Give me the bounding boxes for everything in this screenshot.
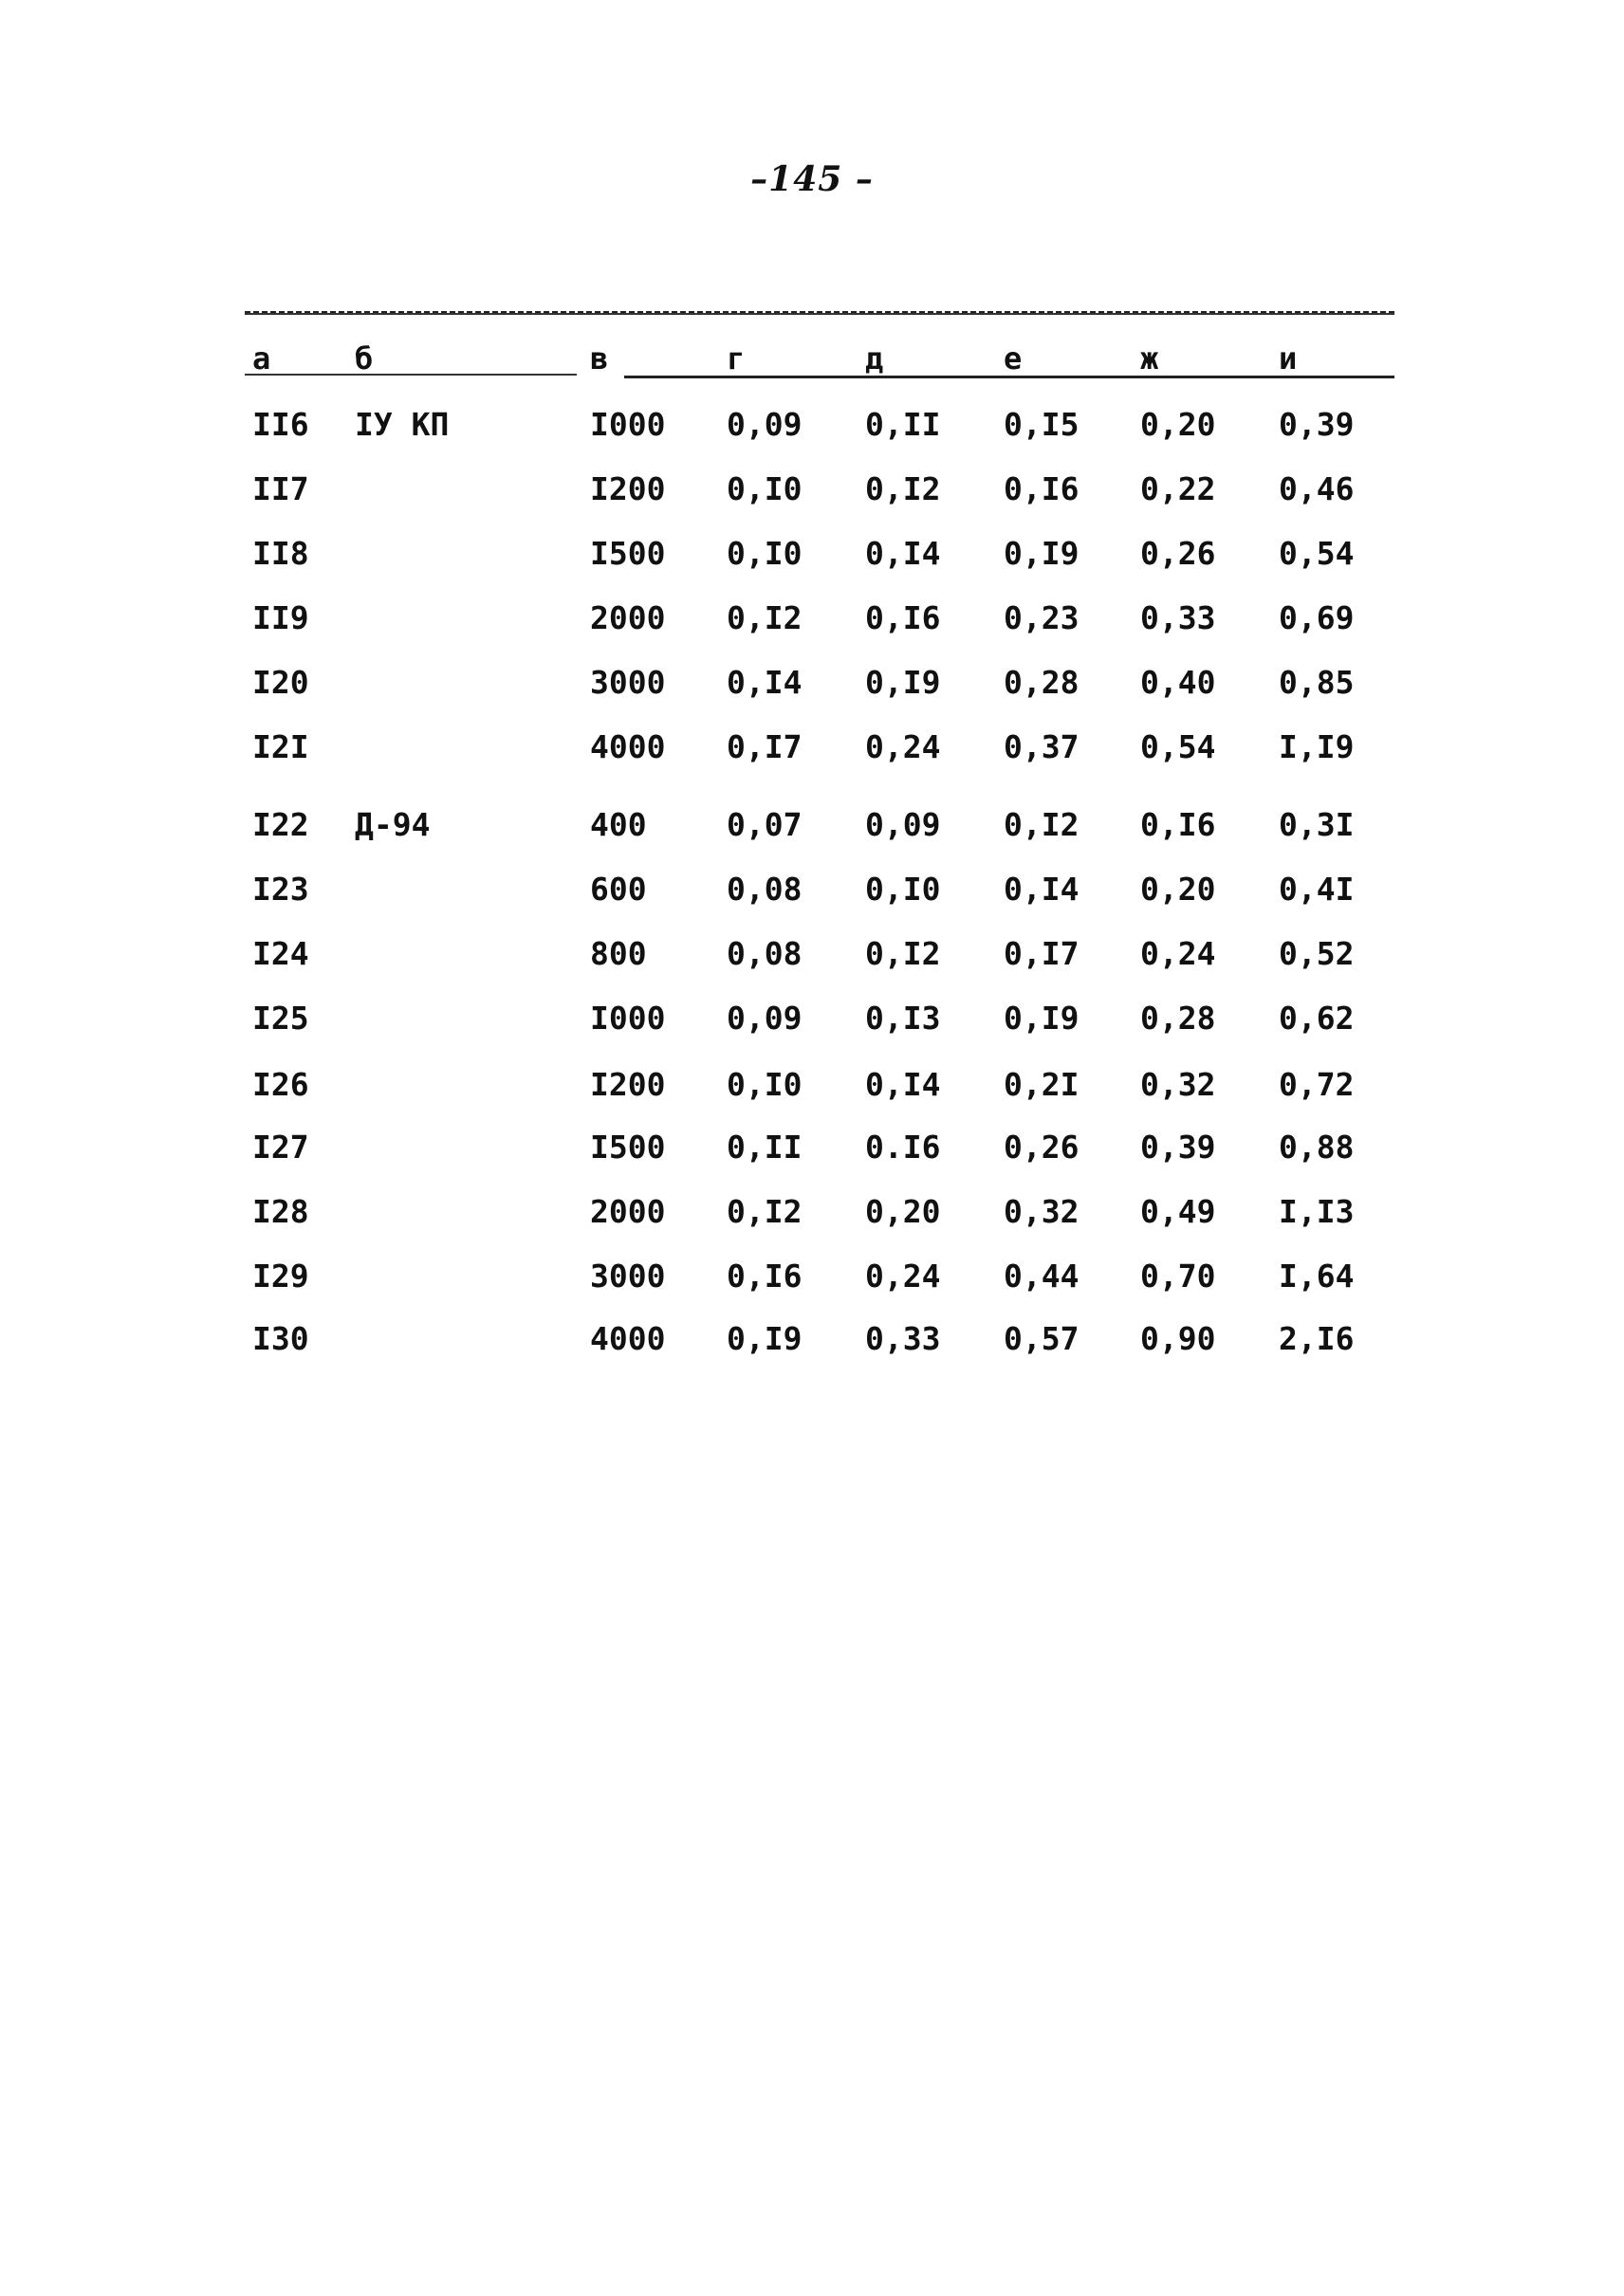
cell-i: 2,I6 [1279,1320,1355,1357]
cell-d: 0,24 [865,728,941,765]
cell-g: 0,07 [727,806,803,843]
cell-a: I27 [252,1129,309,1166]
header-cell-b: б [355,340,374,377]
cell-d: 0,20 [865,1193,941,1230]
cell-a: II8 [252,535,309,572]
table-row [245,396,1394,453]
cell-e: 0,26 [1004,1129,1080,1166]
table-top-rule [245,313,1394,315]
cell-v: I200 [590,470,666,507]
cell-e: 0,28 [1004,664,1080,701]
table-row [245,926,1394,983]
cell-v: 2000 [590,1193,666,1230]
cell-g: 0,I2 [727,1193,803,1230]
cell-e: 0,I5 [1004,406,1080,443]
cell-a: I2I [252,728,309,765]
cell-i: 0,39 [1279,406,1355,443]
cell-zh: 0,I6 [1140,806,1216,843]
cell-e: 0,32 [1004,1193,1080,1230]
cell-e: 0,I9 [1004,1000,1080,1037]
cell-i: 0,46 [1279,470,1355,507]
header-underline-left [245,374,577,376]
table-row [245,719,1394,776]
table-row [245,1056,1394,1113]
cell-zh: 0,49 [1140,1193,1216,1230]
cell-g: 0,I0 [727,470,803,507]
cell-b: Д-94 [355,806,431,843]
header-cell-a: а [252,340,271,377]
cell-i: 0,3I [1279,806,1355,843]
cell-a: I24 [252,935,309,972]
cell-d: 0,I2 [865,935,941,972]
cell-d: 0,I2 [865,470,941,507]
cell-v: I000 [590,406,666,443]
cell-e: 0,I6 [1004,470,1080,507]
cell-b: IУ КП [355,406,450,443]
table-row [245,1184,1394,1240]
cell-v: I000 [590,1000,666,1037]
cell-i: I,64 [1279,1258,1355,1295]
header-cell-i: и [1279,340,1298,377]
cell-g: 0,I0 [727,1066,803,1103]
cell-i: 0,85 [1279,664,1355,701]
cell-v: 4000 [590,1320,666,1357]
cell-zh: 0,22 [1140,470,1216,507]
cell-a: II6 [252,406,309,443]
cell-g: 0,I6 [727,1258,803,1295]
cell-d: 0,I6 [865,599,941,636]
cell-zh: 0,39 [1140,1129,1216,1166]
table-row [245,861,1394,918]
cell-g: 0,09 [727,406,803,443]
cell-a: II7 [252,470,309,507]
cell-zh: 0,32 [1140,1066,1216,1103]
cell-zh: 0,20 [1140,406,1216,443]
cell-i: 0,69 [1279,599,1355,636]
cell-d: 0,33 [865,1320,941,1357]
cell-zh: 0,54 [1140,728,1216,765]
cell-i: I,I9 [1279,728,1355,765]
cell-e: 0,2I [1004,1066,1080,1103]
cell-i: 0,88 [1279,1129,1355,1166]
table-row [245,461,1394,518]
cell-g: 0,08 [727,871,803,908]
cell-zh: 0,20 [1140,871,1216,908]
cell-d: 0,I3 [865,1000,941,1037]
table-row [245,590,1394,647]
cell-a: I22 [252,806,309,843]
cell-a: II9 [252,599,309,636]
cell-e: 0,I9 [1004,535,1080,572]
cell-zh: 0,33 [1140,599,1216,636]
cell-e: 0,23 [1004,599,1080,636]
table-row [245,1119,1394,1176]
cell-a: I30 [252,1320,309,1357]
table-row [245,797,1394,854]
cell-g: 0,I9 [727,1320,803,1357]
cell-a: I26 [252,1066,309,1103]
header-cell-v: в [590,340,609,377]
table-header-row [245,330,1394,387]
cell-a: I20 [252,664,309,701]
header-underline-right [624,376,1394,378]
cell-i: 0,72 [1279,1066,1355,1103]
cell-a: I23 [252,871,309,908]
cell-i: 0,4I [1279,871,1355,908]
cell-zh: 0,24 [1140,935,1216,972]
cell-zh: 0,90 [1140,1320,1216,1357]
table-row [245,1248,1394,1305]
cell-v: 4000 [590,728,666,765]
cell-g: 0,II [727,1129,803,1166]
cell-v: 600 [590,871,647,908]
cell-g: 0,I7 [727,728,803,765]
header-cell-g: г [727,340,746,377]
cell-d: 0,09 [865,806,941,843]
table-row [245,654,1394,711]
table-row [245,525,1394,582]
cell-e: 0,I2 [1004,806,1080,843]
cell-d: 0.I6 [865,1129,941,1166]
cell-d: 0,I4 [865,535,941,572]
cell-v: 800 [590,935,647,972]
cell-e: 0,I7 [1004,935,1080,972]
cell-e: 0,57 [1004,1320,1080,1357]
cell-v: I500 [590,1129,666,1166]
cell-v: I200 [590,1066,666,1103]
cell-e: 0,37 [1004,728,1080,765]
cell-a: I28 [252,1193,309,1230]
cell-g: 0,I0 [727,535,803,572]
cell-v: 2000 [590,599,666,636]
header-cell-e: е [1004,340,1023,377]
cell-a: I29 [252,1258,309,1295]
cell-g: 0,I4 [727,664,803,701]
cell-d: 0,24 [865,1258,941,1295]
page-number: –145 – [750,159,874,199]
cell-d: 0,I9 [865,664,941,701]
cell-v: 3000 [590,664,666,701]
cell-v: 3000 [590,1258,666,1295]
cell-d: 0,II [865,406,941,443]
header-cell-zh: ж [1140,340,1159,377]
table-row [245,990,1394,1047]
cell-g: 0,08 [727,935,803,972]
cell-e: 0,I4 [1004,871,1080,908]
cell-v: I500 [590,535,666,572]
table-row [245,1311,1394,1368]
cell-d: 0,I4 [865,1066,941,1103]
cell-i: 0,54 [1279,535,1355,572]
cell-d: 0,I0 [865,871,941,908]
cell-i: 0,52 [1279,935,1355,972]
cell-g: 0,09 [727,1000,803,1037]
cell-zh: 0,28 [1140,1000,1216,1037]
cell-i: 0,62 [1279,1000,1355,1037]
cell-a: I25 [252,1000,309,1037]
header-cell-d: д [865,340,884,377]
cell-v: 400 [590,806,647,843]
cell-zh: 0,26 [1140,535,1216,572]
cell-i: I,I3 [1279,1193,1355,1230]
cell-e: 0,44 [1004,1258,1080,1295]
cell-g: 0,I2 [727,599,803,636]
cell-zh: 0,40 [1140,664,1216,701]
cell-zh: 0,70 [1140,1258,1216,1295]
